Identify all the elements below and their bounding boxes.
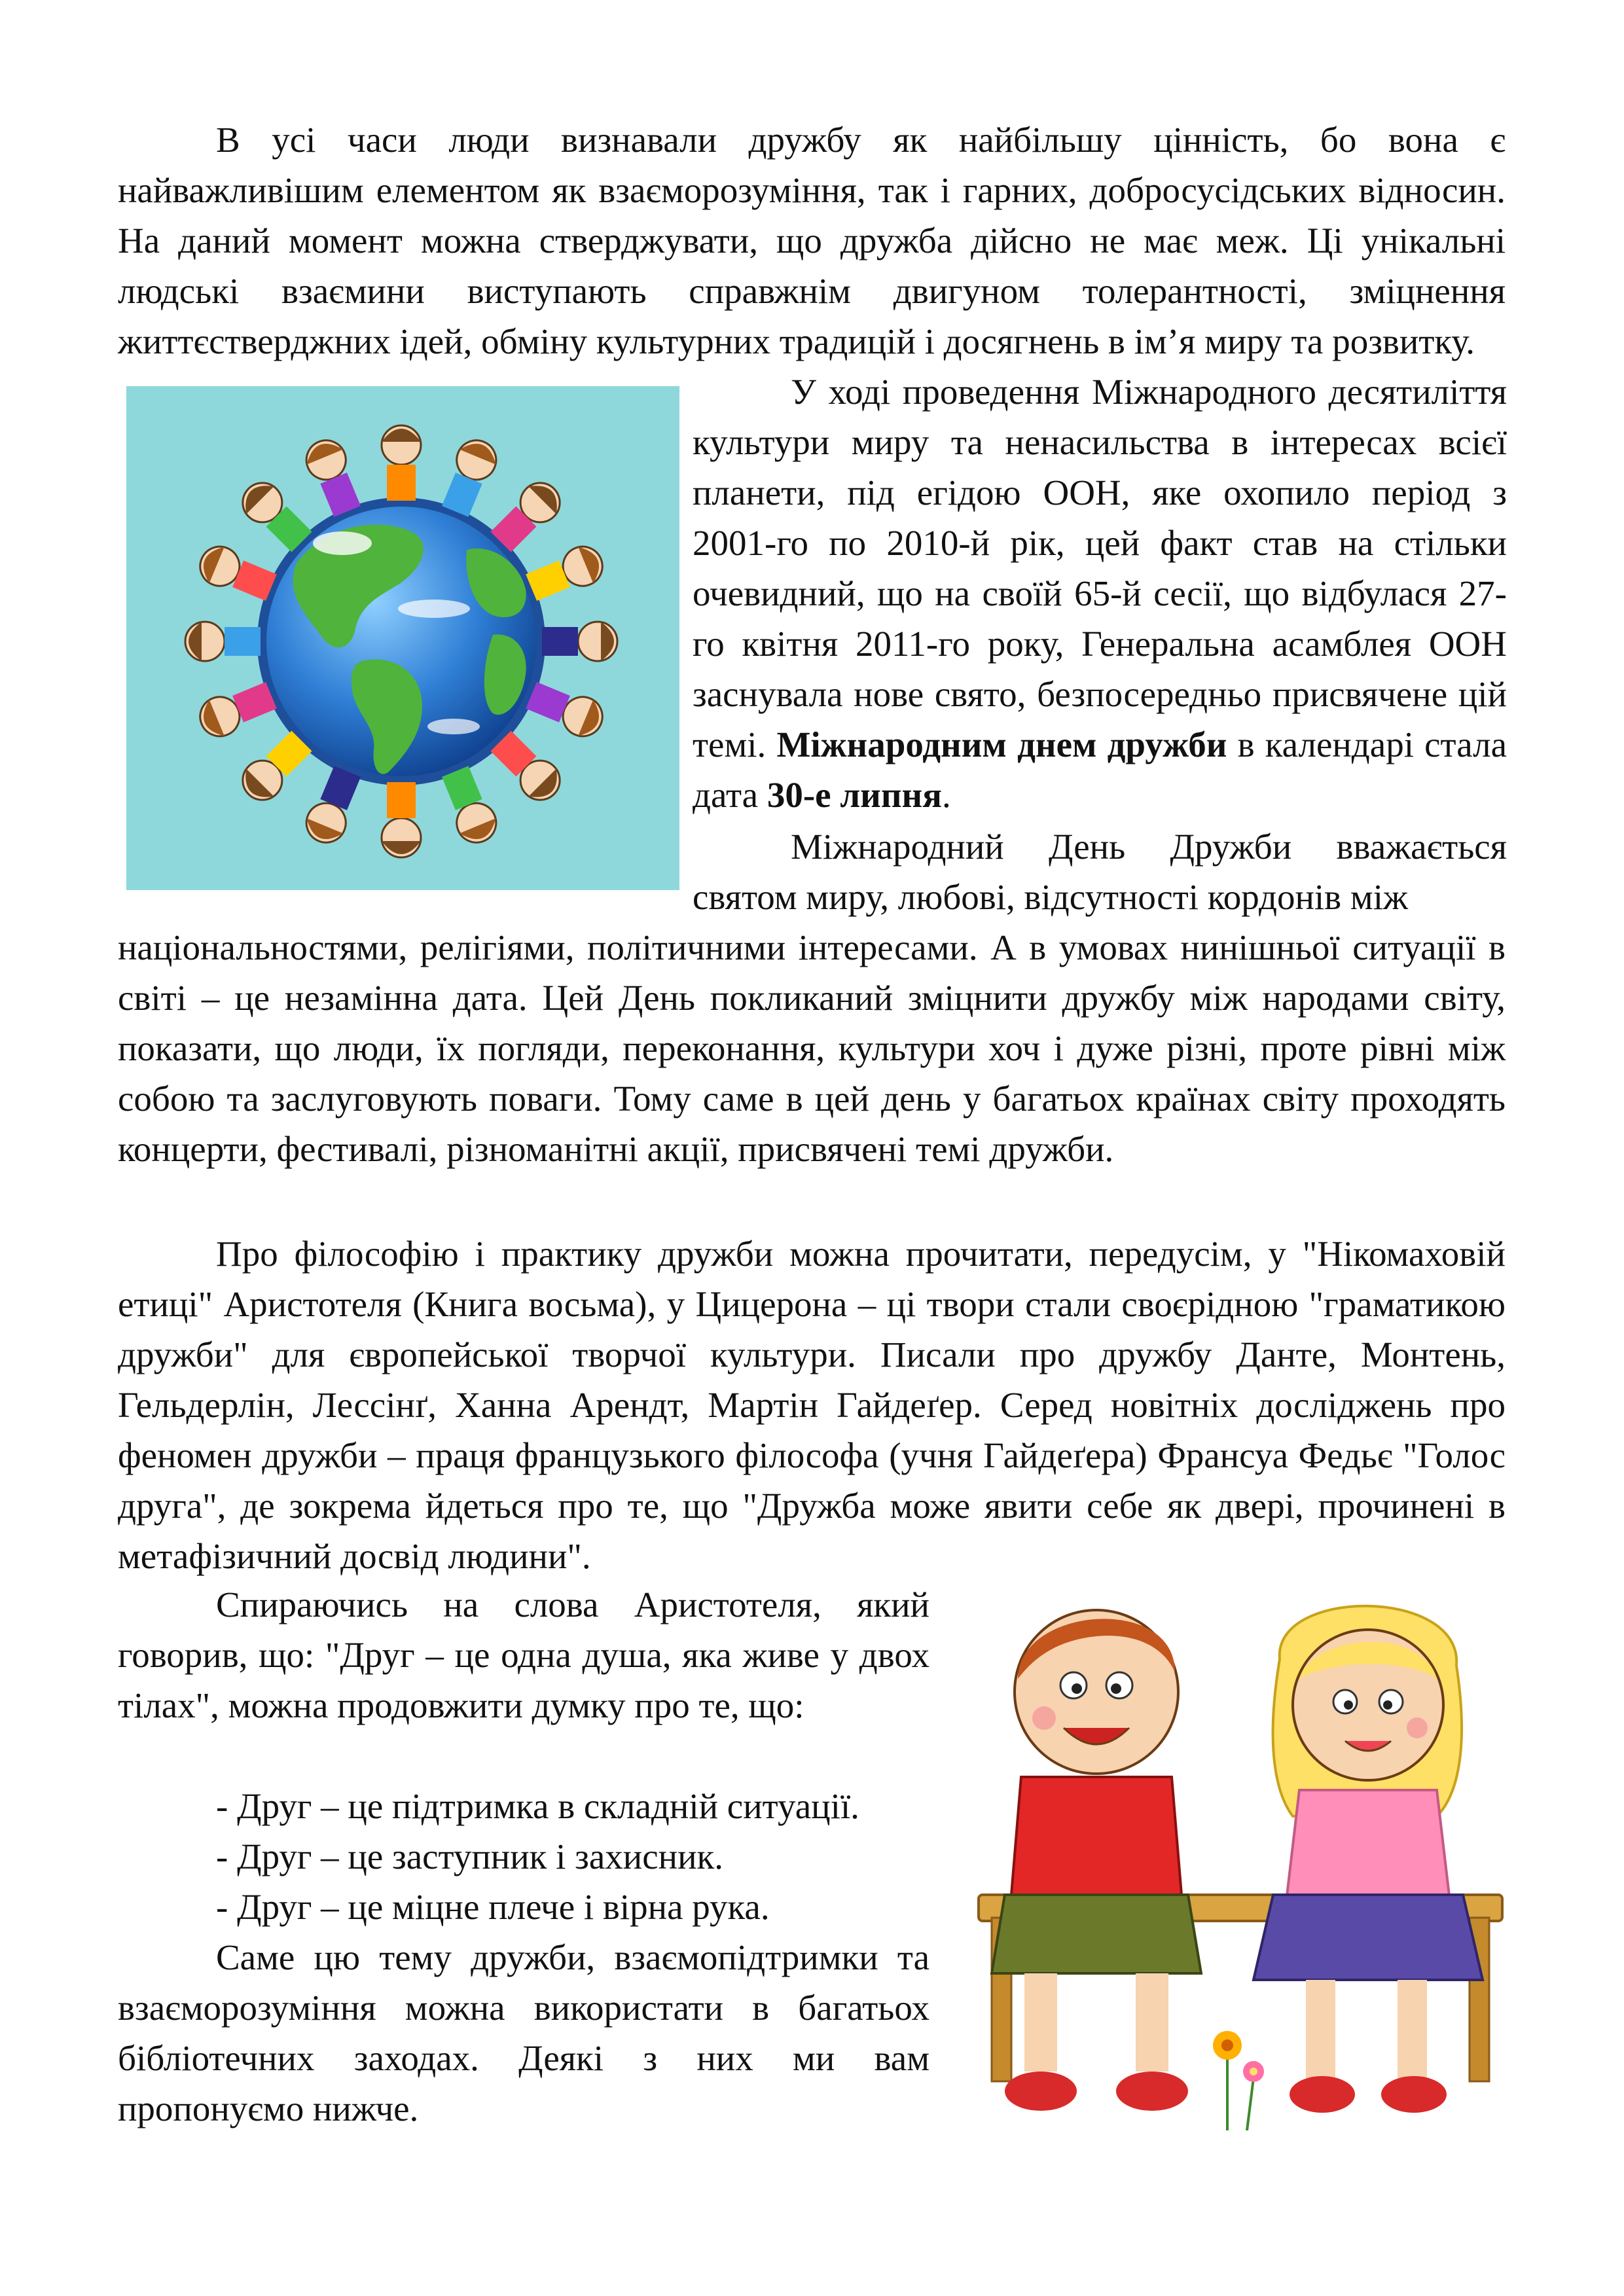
- paragraph-un-decade-text: У ході проведення Міжнародного десятиліття культури миру та ненасильства в інтересах всієї планети, під егідою ООН, яке охопило період з 2001-го по 2010-й рік, цей факт став на стільки очевидний, що на своїй 65-й сесії, що відбулася 27-го квітня 2011-го року, Генеральна асамблея ООН заснувала нове свято, безпосередньо присвячене цій темі.: [693, 372, 1507, 764]
- boy-figure: [992, 1610, 1201, 2111]
- child-figure: [524, 677, 608, 742]
- child-figure: [382, 782, 421, 857]
- two-children-on-bench-image: [965, 1581, 1512, 2157]
- child-figure: [524, 541, 608, 605]
- paragraph-closing: Саме цю тему дружби, взаємопідтримки та взаєморозуміння можна використати в багатьох бібліотечних заходах. Деякі з них ми вам пропонуємо нижче.: [118, 1937, 929, 2128]
- paragraph-un-decade-mid: в календарі стала дата: [693, 725, 1507, 815]
- paragraph-un-decade-end: .: [942, 775, 951, 815]
- cloud-shape: [427, 719, 480, 734]
- children-around-globe-image: [126, 386, 679, 890]
- paragraph-friendship-day-start: Міжнародний День Дружби вважається святом миру, любові, відсутності кордонів між: [693, 827, 1507, 917]
- kids-illustration: [965, 1581, 1512, 2157]
- child-figure: [185, 622, 261, 661]
- globe-illustration: [126, 386, 679, 890]
- list-item: - Друг – це заступник і захисник.: [216, 1837, 723, 1876]
- girl-figure: [1254, 1606, 1483, 2113]
- list-item: - Друг – це підтримка в складній ситуації.: [216, 1786, 859, 1826]
- bold-holiday-date: 30-е липня: [767, 775, 943, 815]
- list-item: - Друг – це міцне плече і вірна рука.: [216, 1887, 770, 1927]
- cloud-shape: [398, 600, 470, 618]
- flowers: [1213, 2031, 1264, 2130]
- bold-holiday-name: Міжнародним днем дружби: [776, 725, 1227, 764]
- child-figure: [300, 435, 365, 519]
- paragraph-aristotle: Спираючись на слова Аристотеля, який говорив, що: "Друг – це одна душа, яка живе у двох тілах", можна продовжити думку про те, що:: [118, 1585, 929, 1725]
- paragraph-intro: В усі часи люди визнавали дружбу як найбільшу цінність, бо вона є найважливішим елементом як взаєморозуміння, так і гарних, добросусідських відносин. На даний момент можна стверджувати, що дружба дійсно не має меж. Ці унікальні людські взаємини виступають справжнім двигуном толерантності, зміцнення життєстверджних ідей, обміну культурних традицій і досягнень в ім’я миру та розвитку.: [118, 120, 1506, 361]
- child-figure: [437, 435, 502, 519]
- child-figure: [382, 425, 421, 501]
- child-figure: [194, 677, 279, 742]
- paragraph-un-decade: [693, 367, 1507, 820]
- cloud-shape: [313, 531, 372, 555]
- child-figure: [194, 541, 279, 605]
- child-figure: [542, 622, 617, 661]
- child-figure: [437, 764, 502, 848]
- paragraph-friendship-day-rest: національностями, релігіями, політичними інтересами. А в умовах нинішньої ситуації в світі – це незамінна дата. Цей День покликаний зміцнити дружбу між народами світу, показати, що люди, їх погляди, переконання, культури хоч і дуже різні, проте рівні між собою та заслуговують поваги. Тому саме в цей день у багатьох країнах світу проходять концерти, фестивалі, різноманітні акції, присвячені темі дружби.: [118, 927, 1506, 1169]
- paragraph-philosophy: Про філософію і практику дружби можна прочитати, передусім, у "Нікомаховій етиці" Аристотеля (Книга восьма), у Цицерона – ці твори стали своєрідною "граматикою дружби" для європейської творчої культури. Писали про дружбу Данте, Монтень, Гельдерлін, Лессінґ, Ханна Арендт, Мартін Гайдеґер. Серед новітніх досліджень про феномен дружби – праця французького філософа (учня Гайдеґера) Франсуа Федьє "Голос друга", де зокрема йдеться про те, що "Дружба може явити себе як двері, прочинені в метафізичний досвід людини".: [118, 1234, 1506, 1576]
- friend-definition-list: [118, 1781, 929, 1932]
- child-figure: [300, 764, 365, 848]
